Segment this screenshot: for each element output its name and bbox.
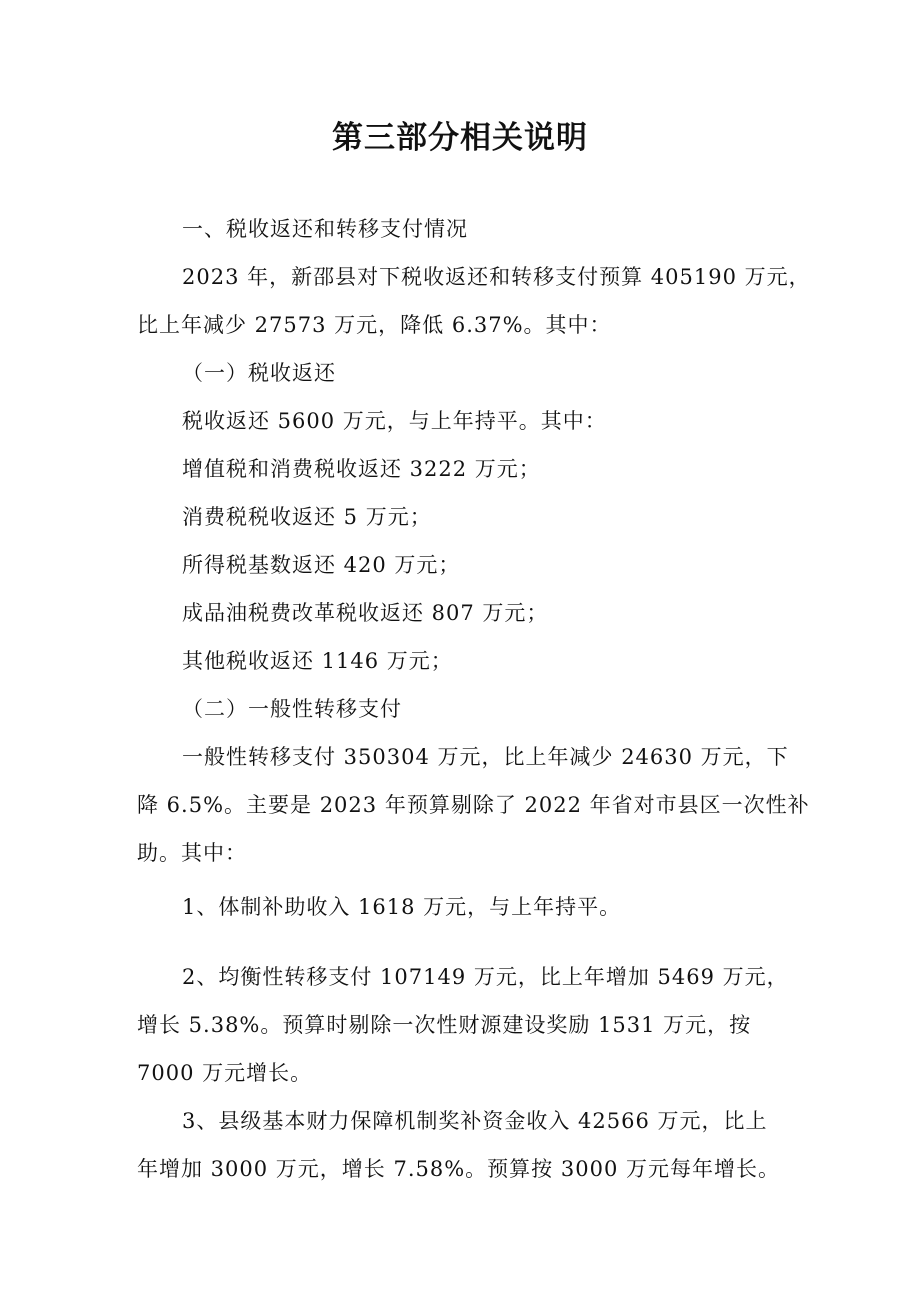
document-title: 第三部分相关说明	[332, 120, 588, 156]
numbered-item-1: 1、体制补助收入 1618 万元，与上年持平。	[182, 895, 622, 919]
paragraph-line: 年增加 3000 万元，增长 7.58%。预算按 3000 万元每年增长。	[137, 1157, 780, 1181]
numbered-item-2: 2、均衡性转移支付 107149 万元，比上年增加 5469 万元，	[182, 965, 789, 989]
paragraph-line: 降 6.5%。主要是 2023 年预算剔除了 2022 年省对市县区一次性补	[137, 793, 810, 817]
paragraph-line: 7000 万元增长。	[137, 1061, 313, 1085]
list-item: 消费税税收返还 5 万元；	[182, 505, 432, 529]
paragraph-line: 2023 年，新邵县对下税收返还和转移支付预算 405190 万元，	[182, 265, 811, 289]
list-item: 其他税收返还 1146 万元；	[182, 649, 453, 673]
paragraph-line: 比上年减少 27573 万元，降低 6.37%。其中：	[137, 313, 612, 337]
numbered-item-3: 3、县级基本财力保障机制奖补资金收入 42566 万元，比上	[182, 1109, 768, 1133]
list-item: 所得税基数返还 420 万元；	[182, 553, 461, 577]
subsection-heading-1: （一）税收返还	[182, 361, 336, 385]
paragraph-line: 增长 5.38%。预算时剔除一次性财源建设奖励 1531 万元，按	[137, 1013, 752, 1037]
subsection-heading-2: （二）一般性转移支付	[182, 697, 402, 721]
list-item: 增值税和消费税收返还 3222 万元；	[182, 457, 541, 481]
list-item: 成品油税费改革税收返还 807 万元；	[182, 601, 549, 625]
paragraph-line: 一般性转移支付 350304 万元，比上年减少 24630 万元，下	[182, 745, 789, 769]
paragraph-line: 助。其中：	[137, 841, 247, 865]
paragraph-line: 税收返还 5600 万元，与上年持平。其中：	[182, 409, 607, 433]
section-heading-1: 一、税收返还和转移支付情况	[182, 217, 468, 241]
